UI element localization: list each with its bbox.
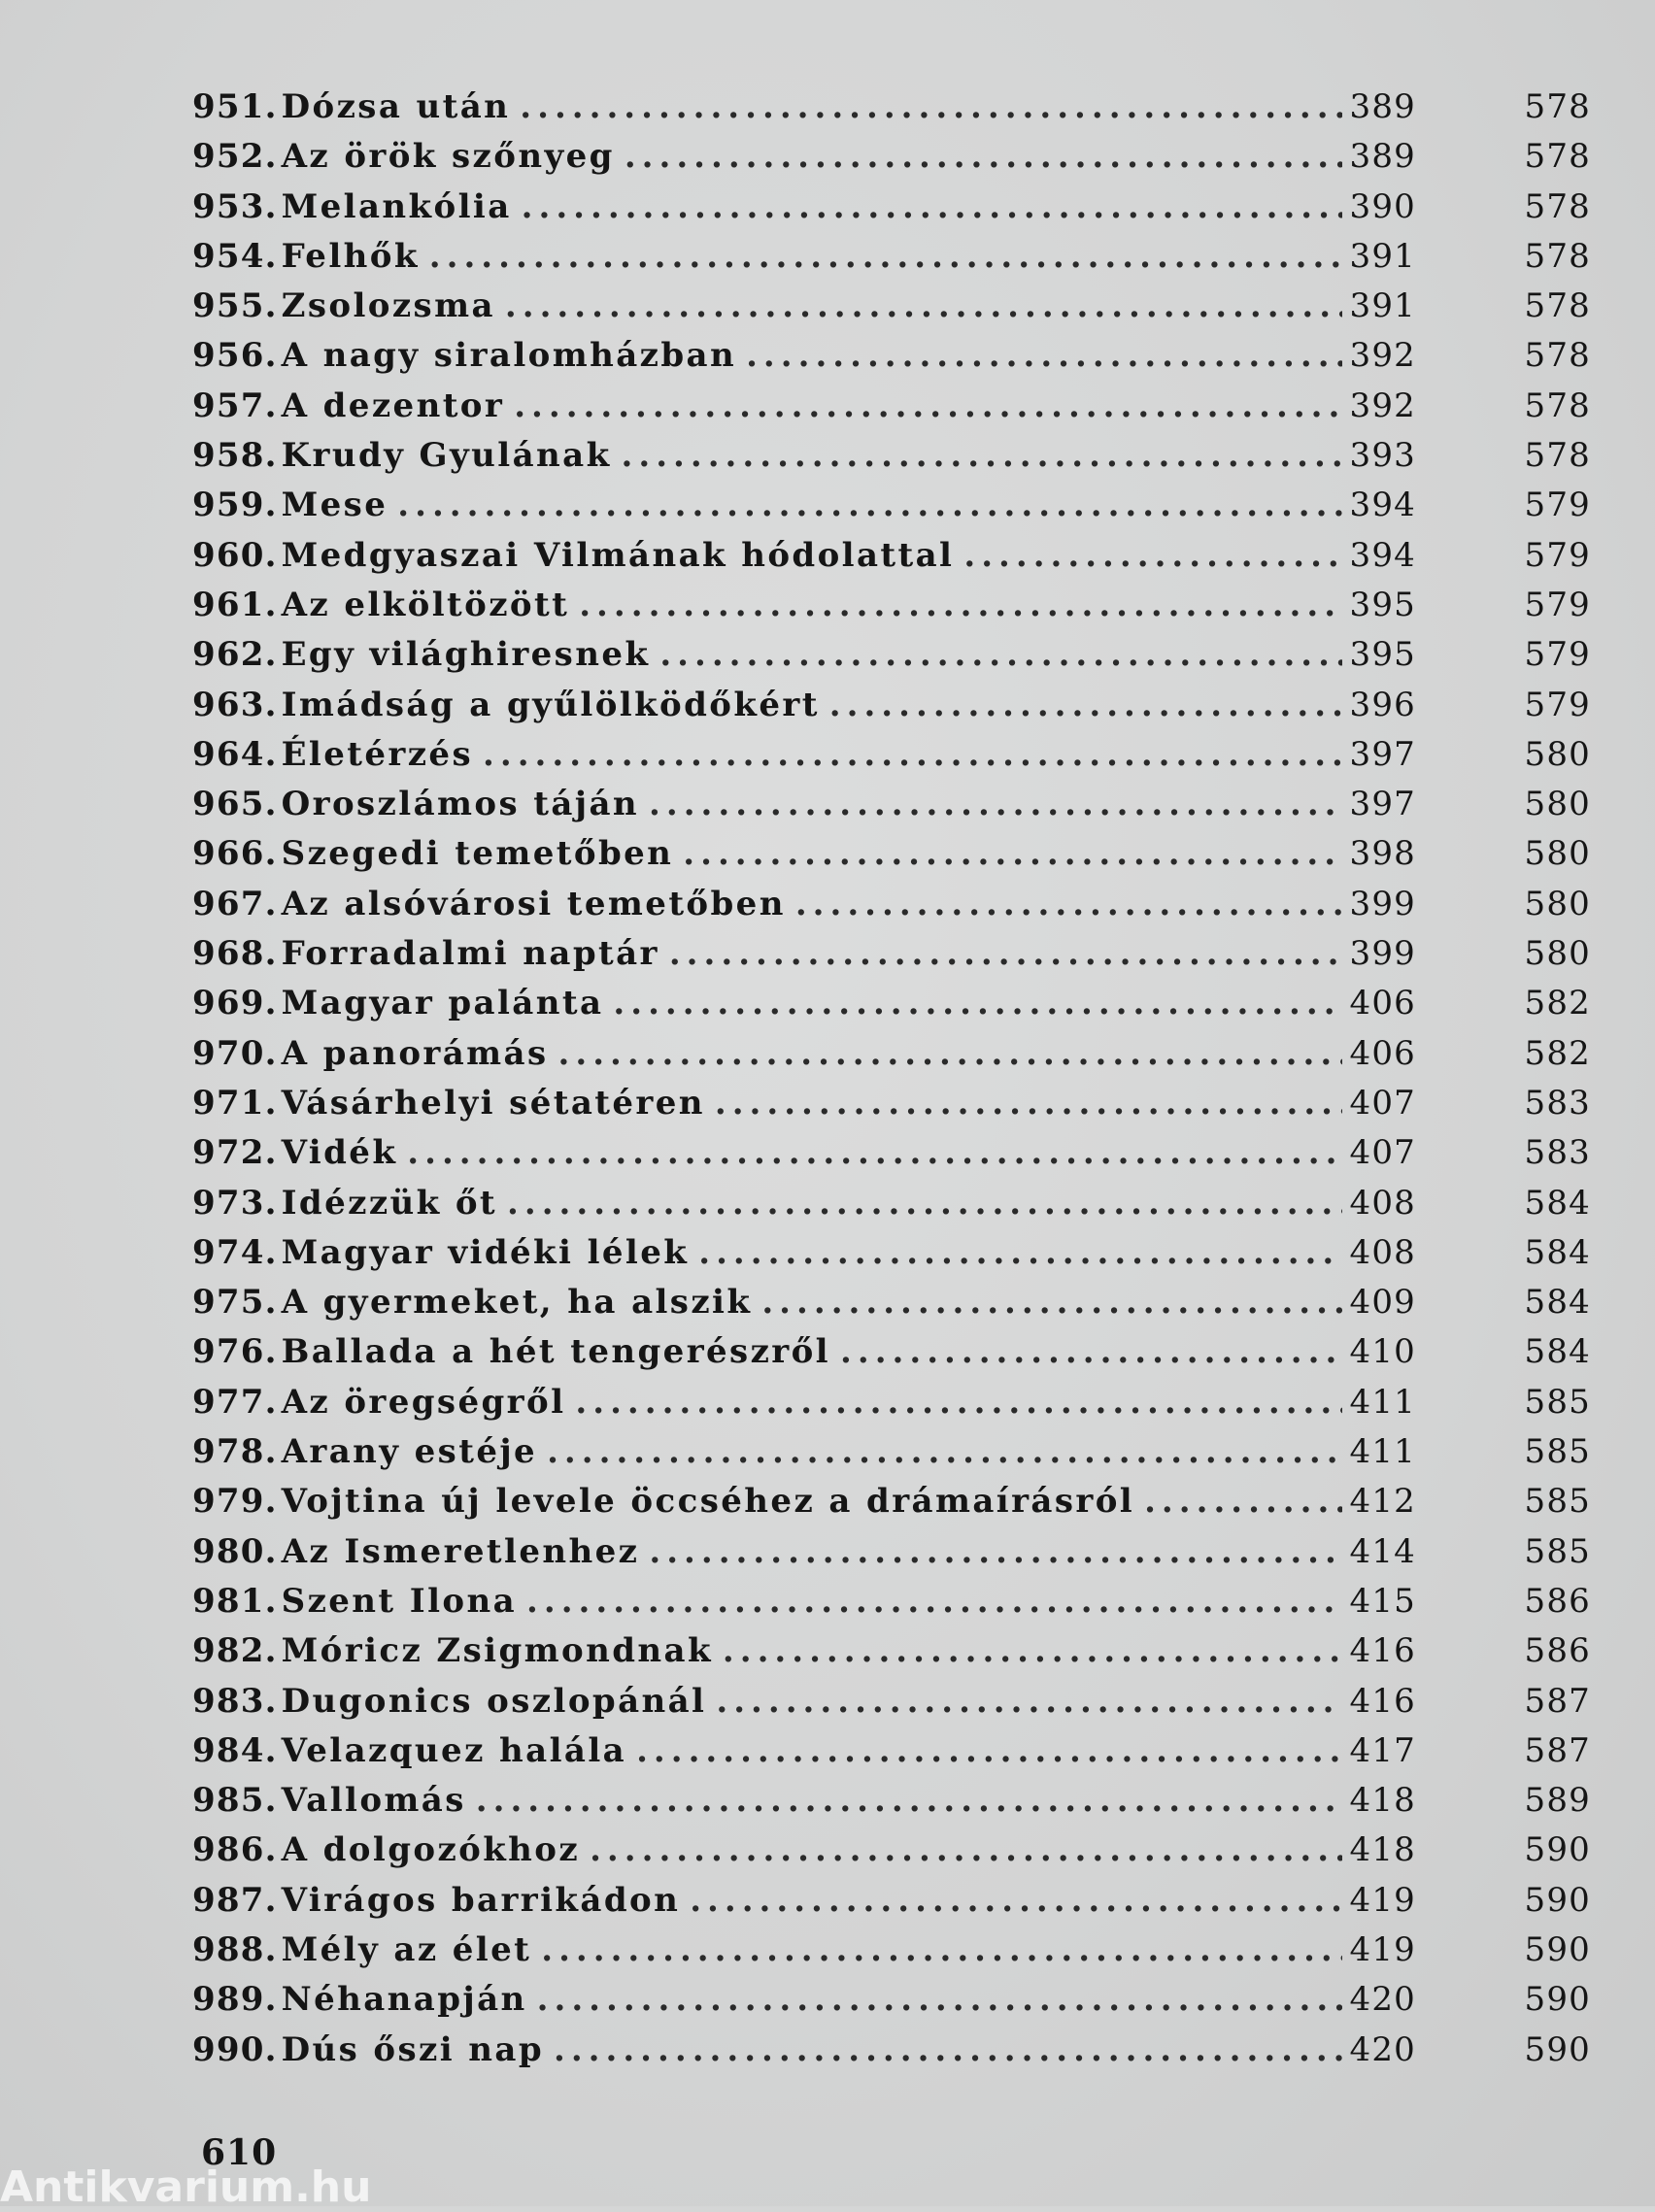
entry-title: Vojtina új levele öccséhez a drámaírásról — [281, 1482, 1135, 1522]
entry-note-page: 582 — [1524, 984, 1591, 1023]
entry-page: 395 — [1349, 585, 1416, 624]
entry-number: 980. — [192, 1531, 278, 1571]
dot-leader — [507, 1184, 1342, 1223]
entry-number: 973. — [192, 1183, 278, 1223]
entry-number: 966. — [192, 834, 278, 874]
entry-number: 986. — [192, 1830, 278, 1870]
entry-title: A panorámás — [281, 1033, 549, 1073]
entry-number: 959. — [192, 486, 278, 525]
entry-number: 967. — [192, 884, 278, 923]
entry-note-page: 580 — [1524, 734, 1591, 774]
entry-note-page: 590 — [1524, 1980, 1591, 2020]
toc-entry — [192, 1582, 1591, 1631]
entry-page: 419 — [1349, 1929, 1416, 1969]
entry-number: 960. — [192, 535, 278, 575]
entry-page: 417 — [1349, 1730, 1416, 1770]
entry-page: 395 — [1349, 635, 1416, 675]
entry-page: 418 — [1349, 1830, 1416, 1870]
entry-title: Néhanapján — [281, 1980, 527, 2020]
dot-leader — [761, 1283, 1342, 1322]
entry-title: Idézzük őt — [281, 1183, 498, 1223]
entry-number: 952. — [192, 137, 278, 177]
toc-entry — [192, 1233, 1591, 1283]
entry-title: Arany estéje — [281, 1432, 538, 1472]
entry-page: 408 — [1349, 1232, 1416, 1272]
entry-note-page: 584 — [1524, 1283, 1591, 1323]
entry-note-page: 584 — [1524, 1232, 1591, 1272]
entry-page: 409 — [1349, 1283, 1416, 1323]
entry-note-page: 585 — [1524, 1432, 1591, 1472]
toc-entry — [192, 635, 1591, 685]
dot-leader — [547, 1432, 1342, 1471]
entry-title: Az elköltözött — [281, 585, 570, 624]
entry-number: 951. — [192, 87, 278, 126]
toc-entry — [192, 1980, 1591, 2029]
dot-leader — [723, 1631, 1342, 1670]
entry-number: 964. — [192, 734, 278, 774]
entry-page: 397 — [1349, 785, 1416, 824]
entry-page: 420 — [1349, 1980, 1416, 2020]
dot-leader — [625, 137, 1342, 176]
dot-leader — [554, 2030, 1342, 2069]
entry-page: 396 — [1349, 685, 1416, 724]
entry-note-page: 590 — [1524, 2029, 1591, 2069]
entry-page: 406 — [1349, 1033, 1416, 1073]
entry-title: Imádság a gyűlölködőkért — [281, 685, 820, 724]
dot-leader — [649, 1532, 1342, 1571]
entry-number: 979. — [192, 1482, 278, 1522]
entry-number: 956. — [192, 336, 278, 376]
entry-page: 416 — [1349, 1631, 1416, 1671]
entry-note-page: 587 — [1524, 1681, 1591, 1721]
entry-page: 414 — [1349, 1531, 1416, 1571]
dot-leader — [575, 1383, 1342, 1422]
entry-note-page: 585 — [1524, 1531, 1591, 1571]
entry-note-page: 583 — [1524, 1133, 1591, 1173]
entry-title: Szegedi temetőben — [281, 834, 674, 874]
entry-number: 977. — [192, 1382, 278, 1422]
dot-leader — [476, 1781, 1342, 1820]
entry-page: 418 — [1349, 1781, 1416, 1821]
entry-number: 990. — [192, 2029, 278, 2069]
entry-number: 989. — [192, 1980, 278, 2020]
entry-title: Életérzés — [281, 734, 474, 774]
entry-note-page: 578 — [1524, 137, 1591, 177]
entry-page: 411 — [1349, 1432, 1416, 1472]
entry-note-page: 590 — [1524, 1830, 1591, 1870]
entry-title: Felhők — [281, 236, 420, 276]
entry-title: Vallomás — [281, 1781, 466, 1821]
entry-title: Magyar vidéki lélek — [281, 1232, 690, 1272]
entry-note-page: 587 — [1524, 1730, 1591, 1770]
entry-page: 410 — [1349, 1332, 1416, 1372]
entry-number: 961. — [192, 585, 278, 624]
table-of-contents — [192, 87, 1591, 2080]
entry-number: 968. — [192, 934, 278, 974]
toc-entry — [192, 536, 1591, 586]
entry-title: Magyar palánta — [281, 984, 604, 1023]
dot-leader — [746, 336, 1342, 375]
entry-note-page: 580 — [1524, 785, 1591, 824]
dot-leader — [698, 1233, 1342, 1272]
entry-note-page: 580 — [1524, 884, 1591, 923]
entry-number: 976. — [192, 1332, 278, 1372]
entry-number: 972. — [192, 1133, 278, 1173]
entry-page: 391 — [1349, 236, 1416, 276]
dot-leader — [715, 1084, 1342, 1123]
entry-page: 407 — [1349, 1083, 1416, 1123]
entry-note-page: 578 — [1524, 385, 1591, 425]
dot-leader — [558, 1034, 1342, 1073]
entry-page: 391 — [1349, 286, 1416, 326]
entry-note-page: 578 — [1524, 87, 1591, 126]
entry-number: 978. — [192, 1432, 278, 1472]
entry-note-page: 590 — [1524, 1929, 1591, 1969]
entry-title: A dezentor — [281, 385, 505, 425]
entry-page: 411 — [1349, 1382, 1416, 1422]
entry-note-page: 579 — [1524, 635, 1591, 675]
entry-page: 397 — [1349, 734, 1416, 774]
entry-title: Az öregségről — [281, 1382, 566, 1422]
toc-entry — [192, 785, 1591, 834]
dot-leader — [537, 1980, 1342, 2019]
entry-title: Az Ismeretlenhez — [281, 1531, 640, 1571]
entry-note-page: 578 — [1524, 436, 1591, 476]
entry-page: 415 — [1349, 1581, 1416, 1621]
toc-entry — [192, 1930, 1591, 1980]
entry-title: Ballada a hét tengerészről — [281, 1332, 831, 1372]
entry-note-page: 589 — [1524, 1781, 1591, 1821]
entry-note-page: 579 — [1524, 486, 1591, 525]
toc-entry — [192, 87, 1591, 137]
entry-title: Krudy Gyulának — [281, 436, 612, 476]
dot-leader — [636, 1731, 1342, 1770]
dot-leader — [541, 1930, 1342, 1969]
toc-entry — [192, 187, 1591, 237]
entry-number: 955. — [192, 286, 278, 326]
entry-note-page: 580 — [1524, 834, 1591, 874]
dot-leader — [716, 1682, 1342, 1721]
entry-title: Oroszlámos táján — [281, 785, 640, 824]
entry-title: Virágos barrikádon — [281, 1880, 681, 1920]
entry-number: 953. — [192, 186, 278, 226]
watermark: Antikvarium.hu — [0, 2162, 372, 2212]
entry-note-page: 586 — [1524, 1631, 1591, 1671]
toc-entry — [192, 1332, 1591, 1382]
entry-title: Szent Ilona — [281, 1581, 518, 1621]
toc-entry — [192, 834, 1591, 884]
entry-page: 392 — [1349, 336, 1416, 376]
entry-number: 958. — [192, 436, 278, 476]
entry-title: Vásárhelyi sétatéren — [281, 1083, 705, 1123]
entry-title: Egy világhiresnek — [281, 635, 651, 675]
toc-entry — [192, 1034, 1591, 1084]
entry-number: 984. — [192, 1730, 278, 1770]
toc-entry — [192, 2030, 1591, 2080]
entry-number: 962. — [192, 635, 278, 675]
dot-leader — [690, 1881, 1342, 1920]
entry-note-page: 585 — [1524, 1482, 1591, 1522]
entry-page: 412 — [1349, 1482, 1416, 1522]
entry-number: 975. — [192, 1283, 278, 1323]
toc-entry — [192, 1781, 1591, 1830]
toc-entry — [192, 1682, 1591, 1731]
entry-note-page: 590 — [1524, 1880, 1591, 1920]
entry-page: 420 — [1349, 2029, 1416, 2069]
dot-leader — [613, 984, 1342, 1022]
entry-page: 399 — [1349, 884, 1416, 923]
entry-page: 392 — [1349, 385, 1416, 425]
entry-title: Velazquez halála — [281, 1730, 627, 1770]
toc-entry — [192, 1631, 1591, 1681]
toc-entry — [192, 1084, 1591, 1133]
entry-page: 407 — [1349, 1133, 1416, 1173]
toc-entry — [192, 137, 1591, 186]
entry-title: A dolgozókhoz — [281, 1830, 581, 1870]
entry-number: 982. — [192, 1631, 278, 1671]
entry-page: 398 — [1349, 834, 1416, 874]
dot-leader — [829, 686, 1342, 724]
entry-number: 970. — [192, 1033, 278, 1073]
toc-entry — [192, 1184, 1591, 1233]
entry-page: 416 — [1349, 1681, 1416, 1721]
toc-entry — [192, 934, 1591, 984]
entry-title: Mese — [281, 486, 388, 525]
toc-entry — [192, 885, 1591, 934]
dot-leader — [526, 1582, 1342, 1621]
entry-page: 419 — [1349, 1880, 1416, 1920]
entry-title: A nagy siralomházban — [281, 336, 737, 376]
dot-leader — [963, 536, 1342, 575]
toc-entry — [192, 735, 1591, 785]
entry-title: Dugonics oszlopánál — [281, 1681, 707, 1721]
toc-entry — [192, 1383, 1591, 1432]
entry-title: Zsolozsma — [281, 286, 495, 326]
entry-number: 969. — [192, 984, 278, 1023]
entry-number: 974. — [192, 1232, 278, 1272]
page-number: 610 — [201, 2132, 278, 2173]
entry-number: 981. — [192, 1581, 278, 1621]
entry-title: Dús őszi nap — [281, 2029, 544, 2069]
entry-title: Mély az élet — [281, 1929, 532, 1969]
toc-entry — [192, 1532, 1591, 1582]
toc-entry — [192, 486, 1591, 535]
entry-title: Vidék — [281, 1133, 398, 1173]
entry-note-page: 585 — [1524, 1382, 1591, 1422]
entry-number: 985. — [192, 1781, 278, 1821]
entry-title: Móricz Zsigmondnak — [281, 1631, 713, 1671]
dot-leader — [522, 187, 1342, 226]
entry-note-page: 580 — [1524, 934, 1591, 974]
entry-note-page: 586 — [1524, 1581, 1591, 1621]
dot-leader — [483, 735, 1342, 774]
dot-leader — [622, 436, 1342, 475]
toc-entry — [192, 1432, 1591, 1482]
entry-note-page: 584 — [1524, 1332, 1591, 1372]
toc-entry — [192, 586, 1591, 635]
entry-title: A gyermeket, ha alszik — [281, 1283, 753, 1323]
toc-entry — [192, 1731, 1591, 1781]
entry-number: 983. — [192, 1681, 278, 1721]
dot-leader — [520, 87, 1342, 126]
entry-note-page: 584 — [1524, 1183, 1591, 1223]
toc-entry — [192, 1830, 1591, 1880]
dot-leader — [683, 834, 1342, 873]
dot-leader — [590, 1830, 1342, 1869]
toc-entry — [192, 336, 1591, 385]
entry-title: Az alsóvárosi temetőben — [281, 884, 786, 923]
entry-note-page: 583 — [1524, 1083, 1591, 1123]
dot-leader — [659, 635, 1342, 674]
dot-leader — [795, 885, 1342, 923]
toc-entry — [192, 686, 1591, 735]
entry-note-page: 579 — [1524, 585, 1591, 624]
entry-note-page: 578 — [1524, 186, 1591, 226]
entry-title: Az örök szőnyeg — [281, 137, 615, 177]
dot-leader — [397, 486, 1342, 524]
entry-title: Medgyaszai Vilmának hódolattal — [281, 535, 955, 575]
toc-entry — [192, 386, 1591, 436]
dot-leader — [649, 785, 1342, 823]
toc-entry — [192, 1482, 1591, 1531]
entry-page: 393 — [1349, 436, 1416, 476]
entry-page: 389 — [1349, 87, 1416, 126]
dot-leader — [429, 237, 1342, 276]
entry-number: 954. — [192, 236, 278, 276]
entry-page: 389 — [1349, 137, 1416, 177]
dot-leader — [669, 934, 1342, 973]
entry-page: 406 — [1349, 984, 1416, 1023]
dot-leader — [407, 1133, 1342, 1172]
entry-title: Dózsa után — [281, 87, 511, 126]
entry-number: 971. — [192, 1083, 278, 1123]
entry-number: 988. — [192, 1929, 278, 1969]
dot-leader — [514, 386, 1342, 425]
entry-note-page: 579 — [1524, 535, 1591, 575]
entry-page: 394 — [1349, 535, 1416, 575]
toc-entry — [192, 286, 1591, 336]
entry-page: 408 — [1349, 1183, 1416, 1223]
entry-note-page: 578 — [1524, 336, 1591, 376]
toc-entry — [192, 984, 1591, 1033]
entry-title: Forradalmi naptár — [281, 934, 659, 974]
dot-leader — [505, 286, 1342, 325]
dot-leader — [840, 1332, 1342, 1371]
entry-number: 987. — [192, 1880, 278, 1920]
dot-leader — [579, 586, 1342, 624]
entry-page: 394 — [1349, 486, 1416, 525]
entry-page: 390 — [1349, 186, 1416, 226]
entry-number: 957. — [192, 385, 278, 425]
entry-note-page: 582 — [1524, 1033, 1591, 1073]
dot-leader — [1144, 1482, 1342, 1521]
toc-entry — [192, 237, 1591, 286]
entry-note-page: 578 — [1524, 286, 1591, 326]
entry-number: 963. — [192, 685, 278, 724]
entry-number: 965. — [192, 785, 278, 824]
entry-note-page: 578 — [1524, 236, 1591, 276]
entry-title: Melankólia — [281, 186, 512, 226]
entry-page: 399 — [1349, 934, 1416, 974]
toc-entry — [192, 1881, 1591, 1930]
entry-note-page: 579 — [1524, 685, 1591, 724]
toc-entry — [192, 436, 1591, 486]
toc-entry — [192, 1133, 1591, 1183]
toc-entry — [192, 1283, 1591, 1332]
